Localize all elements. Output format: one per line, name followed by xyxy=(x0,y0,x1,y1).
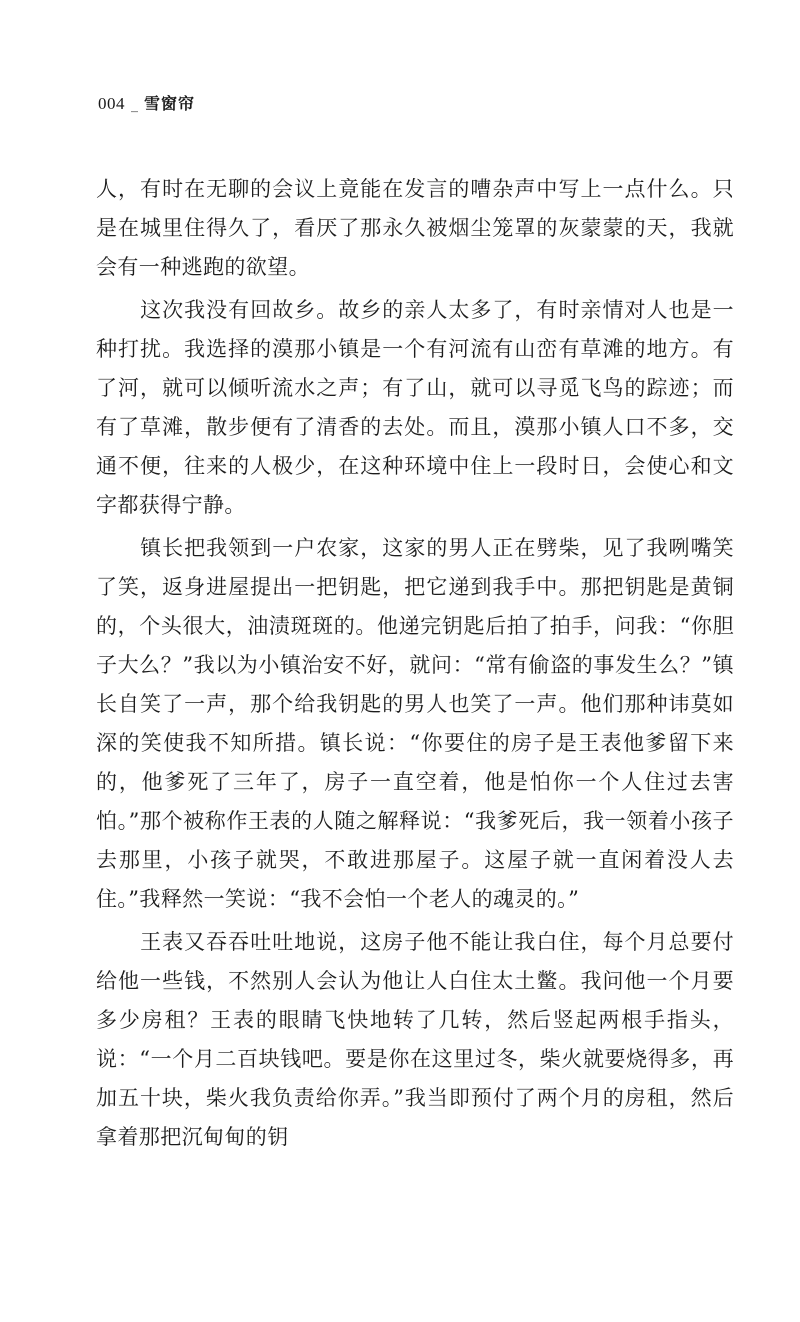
paragraph: 镇长把我领到一户农家，这家的男人正在劈柴，见了我咧嘴笑了笑，返身进屋提出一把钥匙，把它递到我手中。那把钥匙是黄铜的，个头很大，油渍斑斑的。他递完钥匙后拍了拍手，问我：“你胆子大么？”我以为小镇治安不好，就问：“常有偷盗的事发生么？”镇长自笑了一声，那个给我钥匙的男人也笑了一声。他们那种讳莫如深的笑使我不知所措。镇长说：“你要住的房子是王表他爹留下来的，他爹死了三年了，房子一直空着，他是怕你一个人住过去害怕。”那个被称作王表的人随之解释说：“我爹死后，我一领着小孩子去那里，小孩子就哭，不敢进那屋子。这屋子就一直闲着没人去住。”我释然一笑说：“我不会怕一个老人的魂灵的。” xyxy=(96,536,734,911)
book-title: 雪窗帘 xyxy=(144,94,196,113)
header-separator: _ xyxy=(131,97,138,113)
body-text xyxy=(96,170,734,1157)
paragraph-continued: 人，有时在无聊的会议上竟能在发言的嘈杂声中写上一点什么。只是在城里住得久了，看厌了那永久被烟尘笼罩的灰蒙蒙的天，我就会有一种逃跑的欲望。 xyxy=(96,177,734,279)
paragraph: 这次我没有回故乡。故乡的亲人太多了，有时亲情对人也是一种打扰。我选择的漠那小镇是一个有河流有山峦有草滩的地方。有了河，就可以倾听流水之声；有了山，就可以寻觅飞鸟的踪迹；而有了草滩，散步便有了清香的去处。而且，漠那小镇人口不多，交通不便，往来的人极少，在这种环境中住上一段时日，会使心和文字都获得宁静。 xyxy=(96,298,734,517)
page-number: 004 xyxy=(98,94,125,113)
running-header xyxy=(98,92,195,117)
paragraph: 王表又吞吞吐吐地说，这房子他不能让我白住，每个月总要付给他一些钱，不然别人会认为他让人白住太土鳖。我问他一个月要多少房租？王表的眼睛飞快地转了几转，然后竖起两根手指头，说：“一个月二百块钱吧。要是你在这里过冬，柴火就要烧得多，再加五十块，柴火我负责给你弄。”我当即预付了两个月的房租，然后拿着那把沉甸甸的钥 xyxy=(96,930,734,1149)
